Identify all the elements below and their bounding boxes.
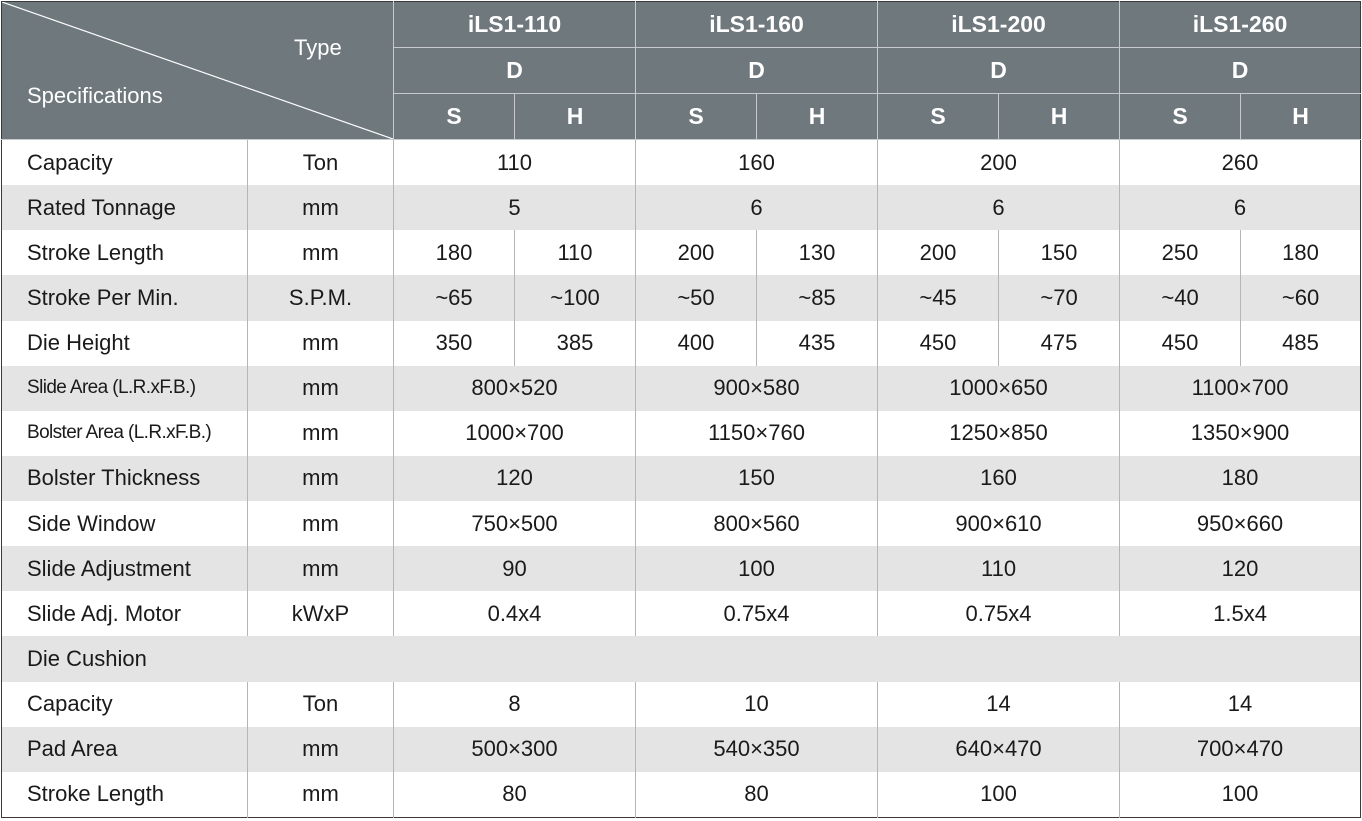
- variant-header: D: [394, 48, 636, 94]
- row-unit: kWxP: [248, 591, 394, 636]
- value-cell: 200: [878, 140, 1120, 186]
- value-cell: ~45: [878, 275, 999, 320]
- row-label: Bolster Area (L.R.xF.B.): [2, 411, 248, 456]
- variant-header: D: [636, 48, 878, 94]
- row-unit: mm: [248, 456, 394, 501]
- row-unit: mm: [248, 366, 394, 411]
- table-row: [2, 230, 1361, 275]
- row-unit: Ton: [248, 140, 394, 186]
- value-cell: 120: [394, 456, 636, 501]
- value-cell: 1.5x4: [1120, 591, 1361, 636]
- value-cell: ~70: [999, 275, 1120, 320]
- type-label: Type: [294, 35, 342, 60]
- value-cell: 150: [636, 456, 878, 501]
- row-label: Die Height: [2, 321, 248, 366]
- specifications-table: [1, 1, 1361, 818]
- value-cell: 130: [757, 230, 878, 275]
- row-unit: mm: [248, 501, 394, 546]
- row-label: Capacity: [2, 682, 248, 727]
- table-row: [2, 185, 1361, 230]
- value-cell: 160: [878, 456, 1120, 501]
- sub-header: S: [878, 94, 999, 140]
- value-cell: ~60: [1241, 275, 1361, 320]
- table-body: [2, 140, 1361, 818]
- model-header: iLS1-160: [636, 2, 878, 48]
- sub-header: S: [394, 94, 515, 140]
- value-cell: 200: [878, 230, 999, 275]
- value-cell: 640×470: [878, 727, 1120, 772]
- value-cell: 475: [999, 321, 1120, 366]
- row-unit: S.P.M.: [248, 275, 394, 320]
- table-row: [2, 727, 1361, 772]
- value-cell: 540×350: [636, 727, 878, 772]
- value-cell: 10: [636, 682, 878, 727]
- table-row: [2, 140, 1361, 186]
- value-cell: 800×520: [394, 366, 636, 411]
- section-label: Die Cushion: [2, 636, 1361, 681]
- value-cell: 5: [394, 185, 636, 230]
- row-label: Stroke Per Min.: [2, 275, 248, 320]
- value-cell: 6: [1120, 185, 1361, 230]
- value-cell: 8: [394, 682, 636, 727]
- table-row: [2, 411, 1361, 456]
- value-cell: 450: [1120, 321, 1241, 366]
- value-cell: 90: [394, 546, 636, 591]
- value-cell: 1350×900: [1120, 411, 1361, 456]
- row-unit: mm: [248, 411, 394, 456]
- variant-header: D: [1120, 48, 1361, 94]
- value-cell: 6: [636, 185, 878, 230]
- value-cell: 160: [636, 140, 878, 186]
- value-cell: 1250×850: [878, 411, 1120, 456]
- table-row: [2, 366, 1361, 411]
- value-cell: 500×300: [394, 727, 636, 772]
- value-cell: 900×610: [878, 501, 1120, 546]
- sub-header: H: [757, 94, 878, 140]
- row-unit: mm: [248, 321, 394, 366]
- value-cell: 250: [1120, 230, 1241, 275]
- row-label: Side Window: [2, 501, 248, 546]
- value-cell: 350: [394, 321, 515, 366]
- table-row: [2, 591, 1361, 636]
- row-label: Pad Area: [2, 727, 248, 772]
- value-cell: ~65: [394, 275, 515, 320]
- value-cell: 1000×650: [878, 366, 1120, 411]
- value-cell: 80: [636, 772, 878, 818]
- value-cell: 6: [878, 185, 1120, 230]
- sub-header: H: [999, 94, 1120, 140]
- row-unit: mm: [248, 230, 394, 275]
- value-cell: 110: [878, 546, 1120, 591]
- value-cell: 180: [1120, 456, 1361, 501]
- value-cell: 0.75x4: [636, 591, 878, 636]
- value-cell: 450: [878, 321, 999, 366]
- model-header: iLS1-260: [1120, 2, 1361, 48]
- table-row: [2, 546, 1361, 591]
- row-label: Slide Area (L.R.xF.B.): [2, 366, 248, 411]
- row-unit: mm: [248, 546, 394, 591]
- value-cell: 100: [636, 546, 878, 591]
- header-corner-cell: [2, 2, 394, 140]
- value-cell: 385: [515, 321, 636, 366]
- value-cell: 100: [878, 772, 1120, 818]
- row-label: Rated Tonnage: [2, 185, 248, 230]
- model-header: iLS1-200: [878, 2, 1120, 48]
- value-cell: 120: [1120, 546, 1361, 591]
- diagonal-divider: [2, 2, 393, 139]
- value-cell: ~40: [1120, 275, 1241, 320]
- model-header: iLS1-110: [394, 2, 636, 48]
- value-cell: 1100×700: [1120, 366, 1361, 411]
- value-cell: 150: [999, 230, 1120, 275]
- row-label: Slide Adjustment: [2, 546, 248, 591]
- value-cell: 485: [1241, 321, 1361, 366]
- value-cell: 1000×700: [394, 411, 636, 456]
- value-cell: ~50: [636, 275, 757, 320]
- row-label: Stroke Length: [2, 772, 248, 818]
- value-cell: 110: [394, 140, 636, 186]
- value-cell: 200: [636, 230, 757, 275]
- row-unit: mm: [248, 727, 394, 772]
- value-cell: 180: [394, 230, 515, 275]
- value-cell: 400: [636, 321, 757, 366]
- value-cell: 14: [1120, 682, 1361, 727]
- row-unit: Ton: [248, 682, 394, 727]
- value-cell: 800×560: [636, 501, 878, 546]
- value-cell: 435: [757, 321, 878, 366]
- row-unit: mm: [248, 772, 394, 818]
- value-cell: 260: [1120, 140, 1361, 186]
- value-cell: 100: [1120, 772, 1361, 818]
- value-cell: 0.75x4: [878, 591, 1120, 636]
- table-row: [2, 501, 1361, 546]
- sub-header: H: [515, 94, 636, 140]
- specifications-label: Specifications: [27, 83, 163, 108]
- table-row: [2, 682, 1361, 727]
- value-cell: 0.4x4: [394, 591, 636, 636]
- value-cell: 950×660: [1120, 501, 1361, 546]
- value-cell: 750×500: [394, 501, 636, 546]
- sub-header: H: [1241, 94, 1361, 140]
- value-cell: ~100: [515, 275, 636, 320]
- table-row: [2, 275, 1361, 320]
- row-label: Stroke Length: [2, 230, 248, 275]
- sub-header: S: [636, 94, 757, 140]
- value-cell: 180: [1241, 230, 1361, 275]
- section-row-die-cushion: [2, 636, 1361, 681]
- value-cell: 900×580: [636, 366, 878, 411]
- row-unit: mm: [248, 185, 394, 230]
- value-cell: 700×470: [1120, 727, 1361, 772]
- table-row: [2, 456, 1361, 501]
- value-cell: 14: [878, 682, 1120, 727]
- value-cell: 1150×760: [636, 411, 878, 456]
- table-row: [2, 772, 1361, 818]
- variant-header: D: [878, 48, 1120, 94]
- row-label: Bolster Thickness: [2, 456, 248, 501]
- sub-header: S: [1120, 94, 1241, 140]
- value-cell: 80: [394, 772, 636, 818]
- row-label: Capacity: [2, 140, 248, 186]
- value-cell: ~85: [757, 275, 878, 320]
- row-label: Slide Adj. Motor: [2, 591, 248, 636]
- header-row-models: [2, 2, 1361, 48]
- value-cell: 110: [515, 230, 636, 275]
- table-row: [2, 321, 1361, 366]
